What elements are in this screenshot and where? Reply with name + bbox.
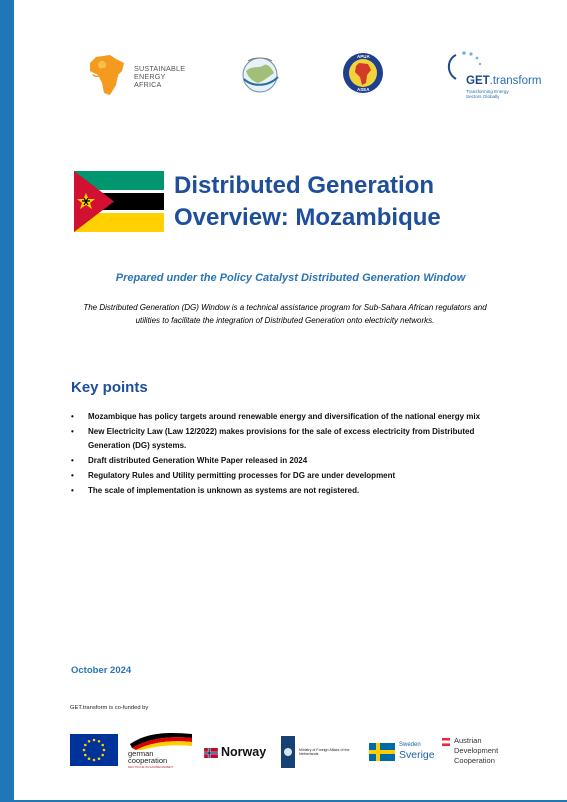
key-point-text: New Electricity Law (Law 12/2022) makes provisions for the sale of excess electricity from Distributed Generation (DG) systems. [88, 427, 475, 450]
ada-line-2: Development [454, 746, 499, 755]
austrian-development-logo [442, 736, 514, 772]
gc-small-text: DEUTSCHE ZUSAMMENARBEIT [128, 765, 174, 769]
bullet-icon: • [71, 455, 74, 465]
list-item [71, 469, 501, 483]
bullet-icon: • [71, 412, 74, 421]
bullet-icon: • [71, 427, 74, 436]
german-cooperation-text [128, 750, 167, 764]
norway-text: Norway [221, 745, 267, 759]
key-point-text: The scale of implementation is unknown as systems are not registered. [88, 485, 360, 495]
netherlands-crest-icon [281, 736, 295, 768]
key-points-heading: Key points [71, 379, 148, 396]
publication-date: October 2024 [71, 665, 132, 676]
norway-logo [204, 745, 276, 761]
sea-line-2: ENERGY [134, 72, 166, 82]
key-points-list [71, 410, 501, 499]
bullet-icon: • [71, 485, 74, 495]
list-item [71, 484, 501, 498]
sweden-bottom-text: Sverige [399, 749, 435, 761]
globe-logo [234, 51, 286, 97]
title-line-1: Distributed Generation [174, 172, 435, 199]
netherlands-text: Ministry of Foreign Affairs of the Netherlands [299, 748, 350, 757]
gc-line-1: german [128, 749, 154, 758]
globe-icon [234, 51, 286, 97]
get-tagline-2: Sectors Globally [466, 94, 500, 100]
mozambique-flag-icon [74, 171, 164, 232]
get-tagline [466, 89, 509, 99]
apua-bottom-text: ASEA [357, 87, 370, 92]
apua-logo [342, 52, 384, 94]
left-accent-bar [0, 0, 14, 802]
sweden-top-text: Sweden [399, 742, 421, 748]
gc-line-2: cooperation [128, 756, 168, 765]
german-flag-swoosh-icon [128, 730, 194, 750]
get-name-light: .transform [489, 75, 542, 87]
apua-top-text: APUA [357, 54, 370, 59]
list-item [71, 454, 501, 468]
sweden-logo [369, 741, 439, 765]
subtitle: Prepared under the Policy Catalyst Distributed Generation Window [115, 272, 466, 284]
ada-line-1: Austrian [454, 736, 482, 745]
sea-wordmark [134, 65, 185, 90]
german-cooperation-logo [128, 730, 194, 770]
list-item [71, 425, 501, 452]
bullet-icon: • [71, 470, 74, 480]
get-name-bold: GET [466, 75, 490, 87]
intro-paragraph: The Distributed Generation (DG) Window is a technical assistance program for Sub-Sahara African regulators and utilities to facilitate the integration of Distributed Generation onto electricity networks. [83, 303, 487, 325]
page-title [174, 170, 544, 234]
sea-mark-text: SEA [92, 65, 119, 80]
sea-logo [86, 53, 196, 97]
ada-line-3: Cooperation [454, 756, 495, 765]
sweden-flag-icon [369, 743, 395, 761]
sea-line-1: SUSTAINABLE [134, 64, 186, 73]
norway-flag-icon [204, 748, 218, 758]
key-point-text: Draft distributed Generation White Paper released in 2024 [88, 455, 308, 465]
get-transform-wordmark [466, 75, 541, 87]
key-point-text: Regulatory Rules and Utility permitting processes for DG are under development [88, 470, 396, 480]
key-point-text: Mozambique has policy targets around renewable energy and diversification of the national energy mix [88, 412, 481, 421]
sea-line-3: AFRICA [134, 80, 162, 90]
eu-flag-icon [70, 734, 118, 766]
austria-flag-mark-icon [442, 738, 450, 746]
cofunded-label: GET.transform is co-funded by [70, 705, 149, 711]
netherlands-logo [281, 736, 363, 768]
list-item [71, 410, 501, 424]
get-tagline-1: Transforming Energy [466, 89, 509, 94]
get-transform-logo [444, 49, 544, 99]
austrian-development-text [454, 736, 498, 766]
title-line-2: Overview: Mozambique [174, 204, 441, 231]
